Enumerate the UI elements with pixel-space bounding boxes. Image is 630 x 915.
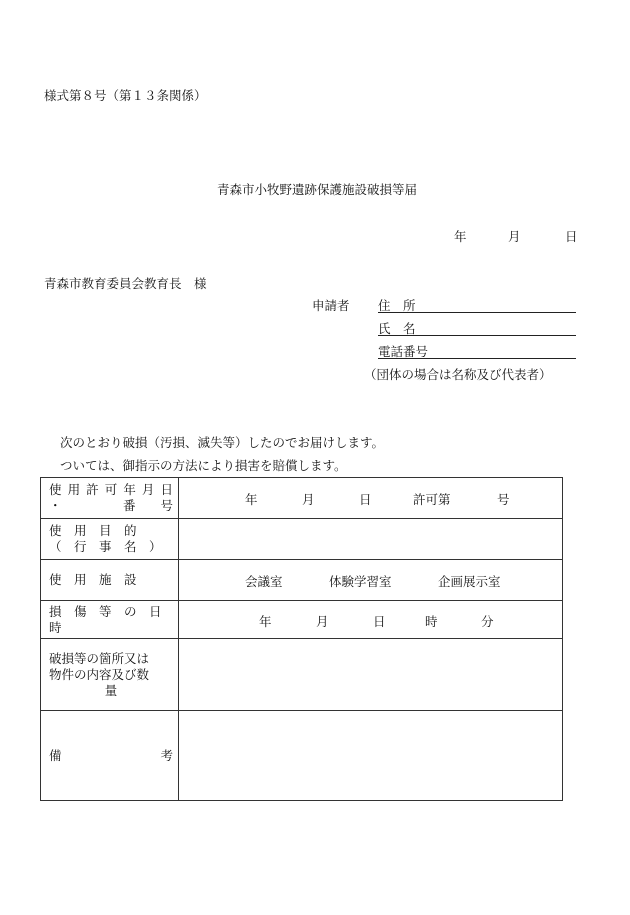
- address-field[interactable]: [378, 296, 576, 313]
- page-title: 青森市小牧野遺跡保護施設破損等届: [216, 182, 417, 197]
- permit-year-unit: 年: [245, 492, 258, 507]
- facility-option-experience-room[interactable]: 体験学習室: [329, 574, 392, 589]
- usage-purpose-label: [41, 519, 179, 560]
- permit-date-label: 使用許可年月日: [49, 482, 173, 497]
- damage-detail-cell[interactable]: [179, 639, 563, 711]
- facility-label: 使 用 施 設: [41, 560, 179, 601]
- damage-datetime-cell[interactable]: [179, 601, 563, 639]
- facility-option-exhibition-room[interactable]: 企画展示室: [438, 574, 501, 589]
- damage-minute-unit: 分: [481, 614, 494, 629]
- number-label: 番 号: [122, 498, 173, 513]
- remarks-char-1: 備: [49, 747, 62, 763]
- damage-report-table: [40, 477, 563, 801]
- damage-hour-unit: 時: [425, 614, 438, 629]
- body-line-2: ついては、御指示の方法により損害を賠償します。: [60, 458, 347, 473]
- facility-option-meeting-room[interactable]: 会議室: [245, 574, 283, 589]
- date-month-label: 月: [508, 229, 521, 244]
- damage-detail-line-1: 破損等の箇所又は: [49, 650, 150, 666]
- name-label: 氏 名: [378, 321, 416, 336]
- damage-month-unit: 月: [316, 614, 329, 629]
- facility-cell[interactable]: [179, 560, 563, 601]
- damage-year-unit: 年: [259, 614, 272, 629]
- remarks-char-2: 考: [160, 747, 173, 763]
- body-line-1: 次のとおり破損（汚損、滅失等）したのでお届けします。: [60, 435, 385, 450]
- phone-label: 電話番号: [378, 344, 429, 359]
- remarks-label: [41, 711, 179, 801]
- damage-detail-line-2: 物件の内容及び数: [49, 666, 150, 682]
- usage-purpose-cell[interactable]: [179, 519, 563, 560]
- event-name-text: （ 行 事 名 ）: [49, 539, 162, 554]
- damage-day-unit: 日: [373, 614, 386, 629]
- addressee: 青森市教育委員会教育長 様: [44, 276, 207, 291]
- table-row: [41, 478, 563, 519]
- damage-detail-line-3: 量: [104, 682, 118, 698]
- permit-day-unit: 日: [359, 492, 372, 507]
- permit-number-suffix: 号: [497, 492, 510, 507]
- damage-datetime-label: 損 傷 等 の 日 時: [41, 601, 179, 639]
- table-row: [41, 601, 563, 639]
- date-day-label: 日: [565, 229, 578, 244]
- date-year-label: 年: [454, 229, 467, 244]
- address-label: 住 所: [378, 298, 416, 313]
- phone-field[interactable]: [378, 342, 576, 359]
- form-number: 様式第８号（第１３条関係）: [44, 88, 207, 103]
- table-row: [41, 639, 563, 711]
- damage-detail-label: [41, 639, 179, 711]
- usage-purpose-text: 使 用 目 的: [49, 523, 137, 538]
- remarks-cell[interactable]: [179, 711, 563, 801]
- applicant-note: （団体の場合は名称及び代表者）: [364, 367, 552, 382]
- table-row: [41, 519, 563, 560]
- name-field[interactable]: [378, 319, 576, 336]
- applicant-label: 申請者: [312, 298, 350, 313]
- permit-month-unit: 月: [302, 492, 315, 507]
- table-row: [41, 711, 563, 801]
- permit-number-prefix: 許可第: [413, 492, 451, 507]
- permit-date-number-label: [41, 478, 179, 519]
- table-row: [41, 560, 563, 601]
- permit-date-number-cell[interactable]: [179, 478, 563, 519]
- bullet-separator: ・: [49, 498, 62, 513]
